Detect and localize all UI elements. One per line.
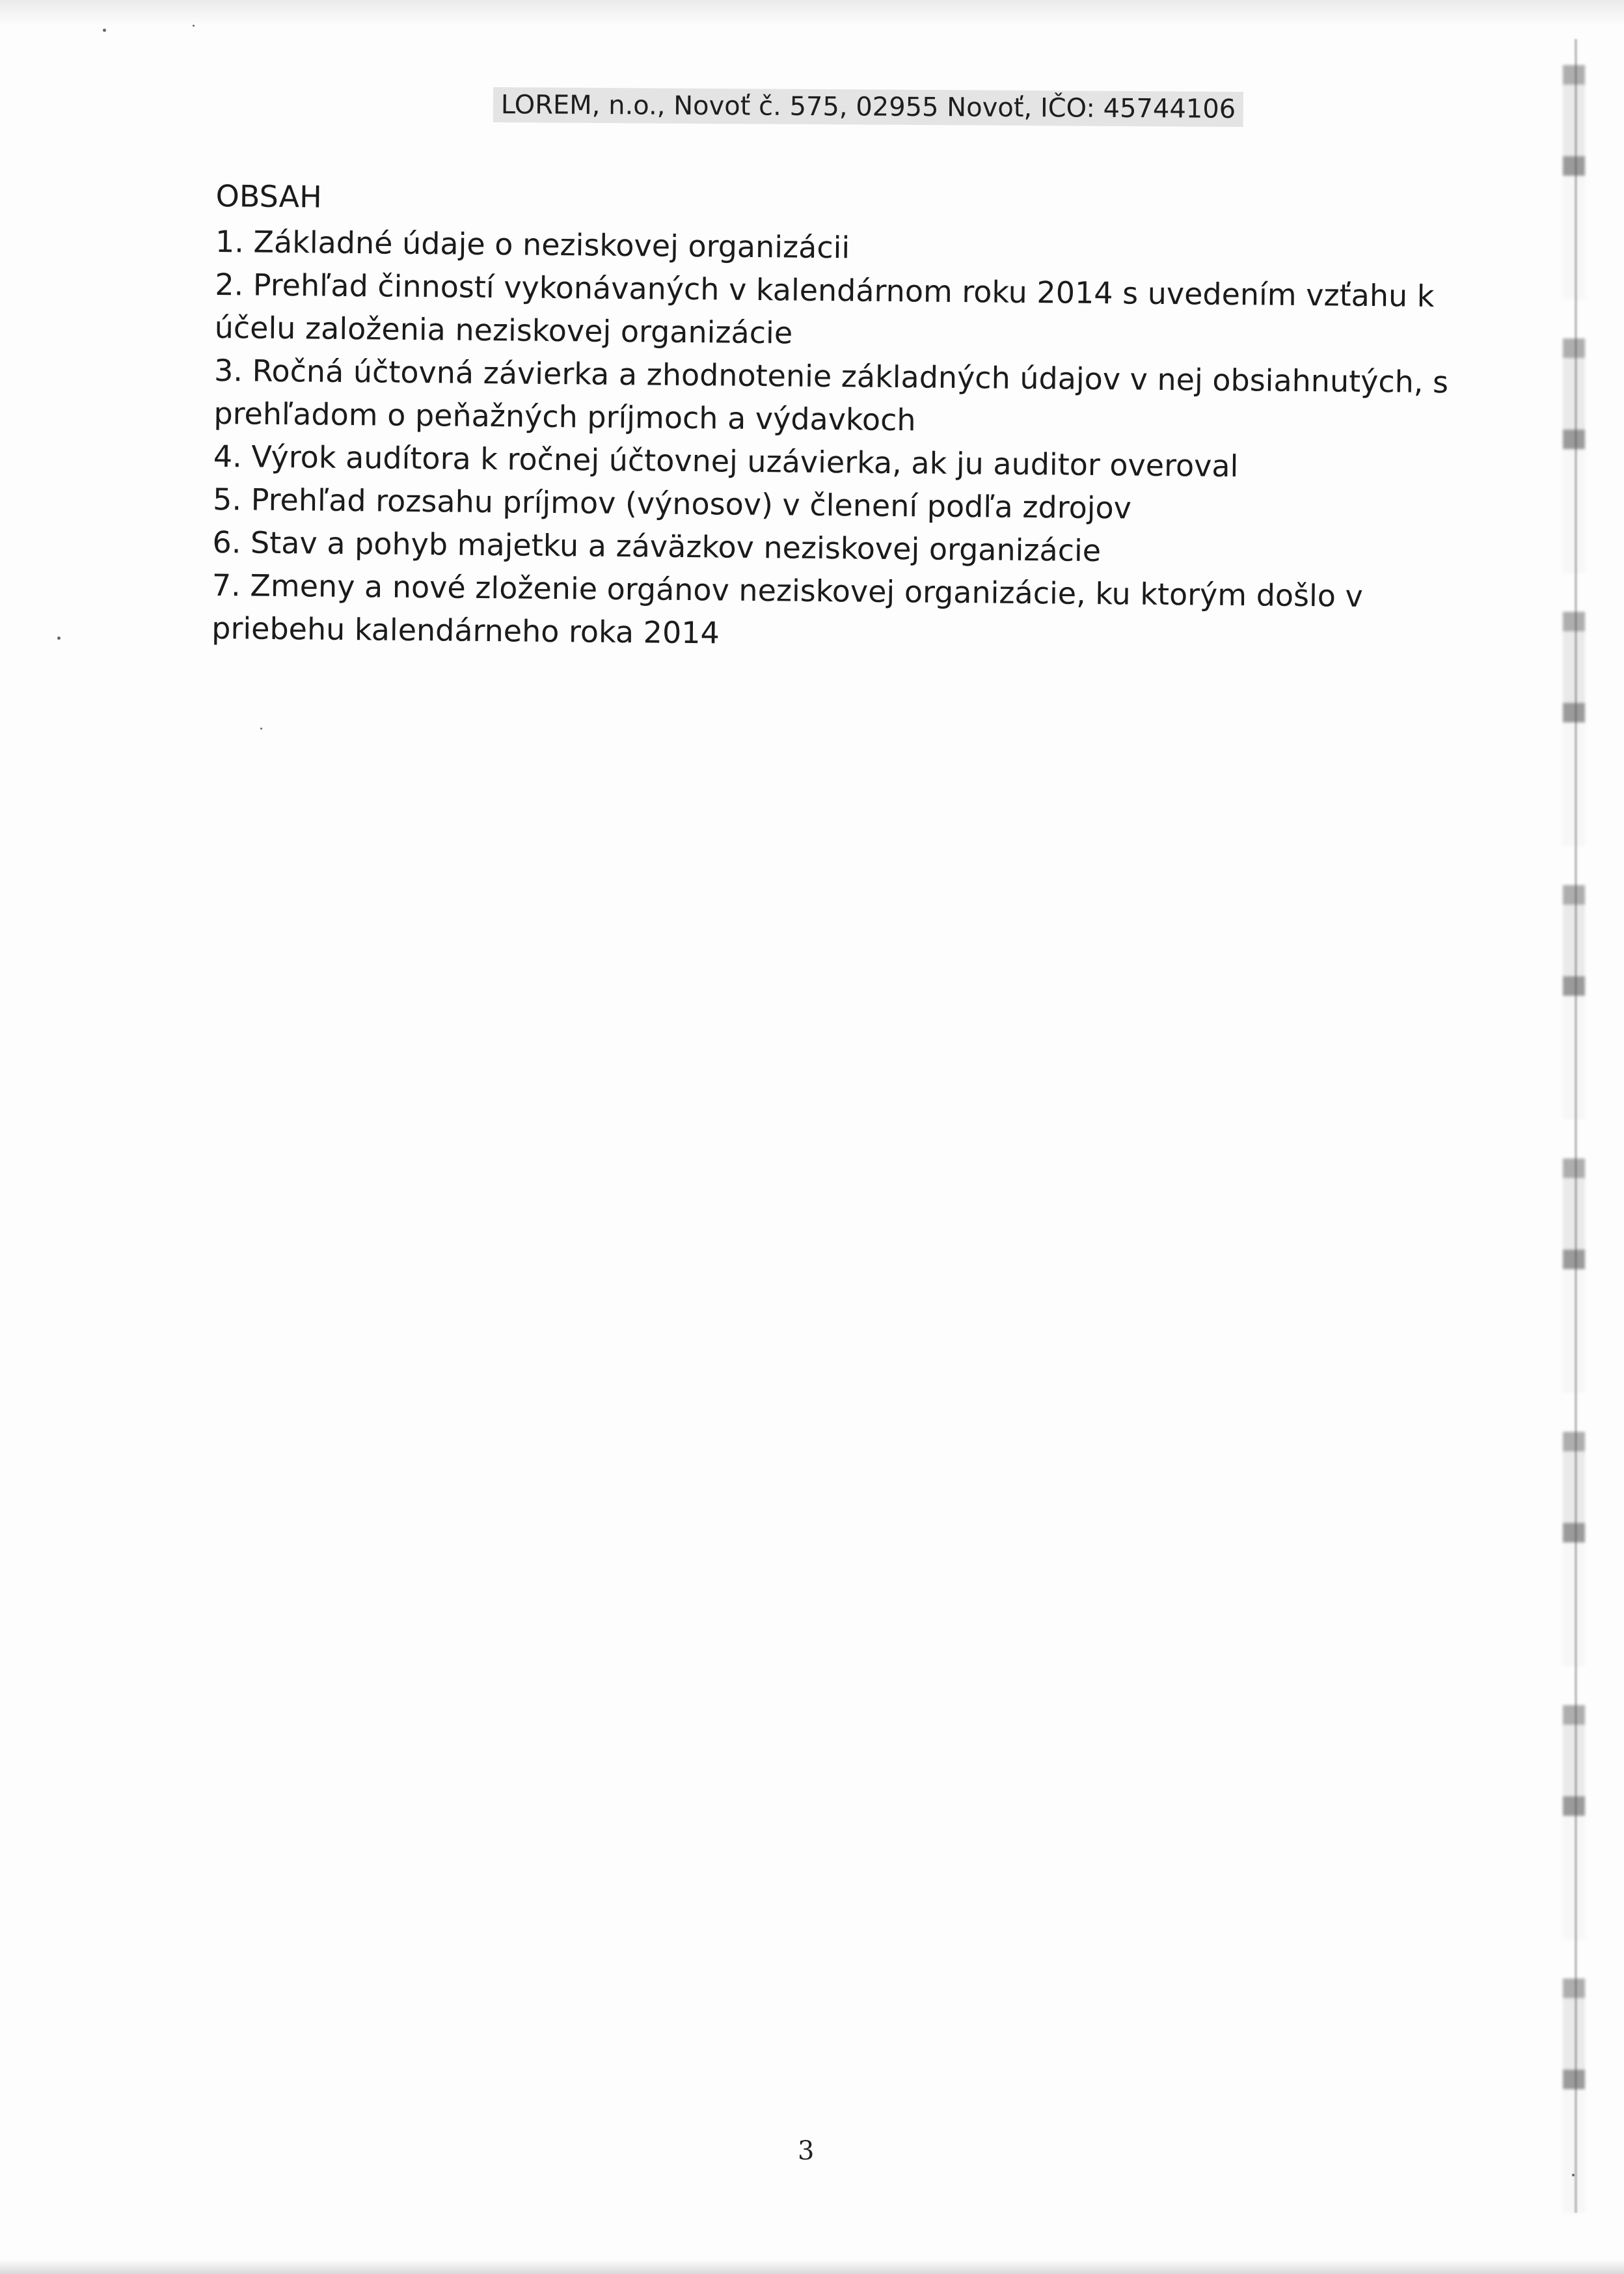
contents-list xyxy=(211,220,1452,661)
list-item: 5. Prehľad rozsahu príjmov (výnosov) v členení podľa zdrojov xyxy=(212,481,1132,526)
list-item: 6. Stav a pohyb majetku a záväzkov neziskovej organizácie xyxy=(212,524,1102,569)
list-item: 3. Ročná účtovná závierka a zhodnotenie základných údajov v nej obsiahnutých, s prehľadom o peňažných príjmoch a výdavkoch xyxy=(213,352,1449,438)
scan-speck xyxy=(57,637,61,640)
scan-speck xyxy=(193,25,195,27)
scan-speck xyxy=(103,29,106,32)
scan-speck xyxy=(260,728,262,730)
contents-title: OBSAH xyxy=(215,178,323,215)
list-item: 2. Prehľad činností vykonávaných v kalendárnom roku 2014 s uvedením vzťahu k účelu založenia neziskovej organizácie xyxy=(214,266,1435,351)
organization-header: LOREM, n.o., Novoť č. 575, 02955 Novoť, IČO: 45744106 xyxy=(493,87,1244,127)
scan-edge-line xyxy=(1575,39,1577,2213)
scan-speck xyxy=(1572,2174,1575,2176)
scan-top-shadow xyxy=(0,0,1624,26)
scan-edge-streak xyxy=(1563,26,1585,2226)
page-number: 3 xyxy=(798,2136,815,2166)
list-item: 4. Výrok audítora k ročnej účtovnej uzávierka, ak ju auditor overoval xyxy=(213,438,1239,484)
scan-bottom-shadow xyxy=(0,2260,1624,2274)
table-of-contents xyxy=(211,174,1452,661)
list-item: 1. Základné údaje o neziskovej organizácii xyxy=(215,223,850,266)
list-item: 7. Zmeny a nové zloženie orgánov neziskovej organizácie, ku ktorým došlo v priebehu kalendárneho roka 2014 xyxy=(211,567,1364,651)
